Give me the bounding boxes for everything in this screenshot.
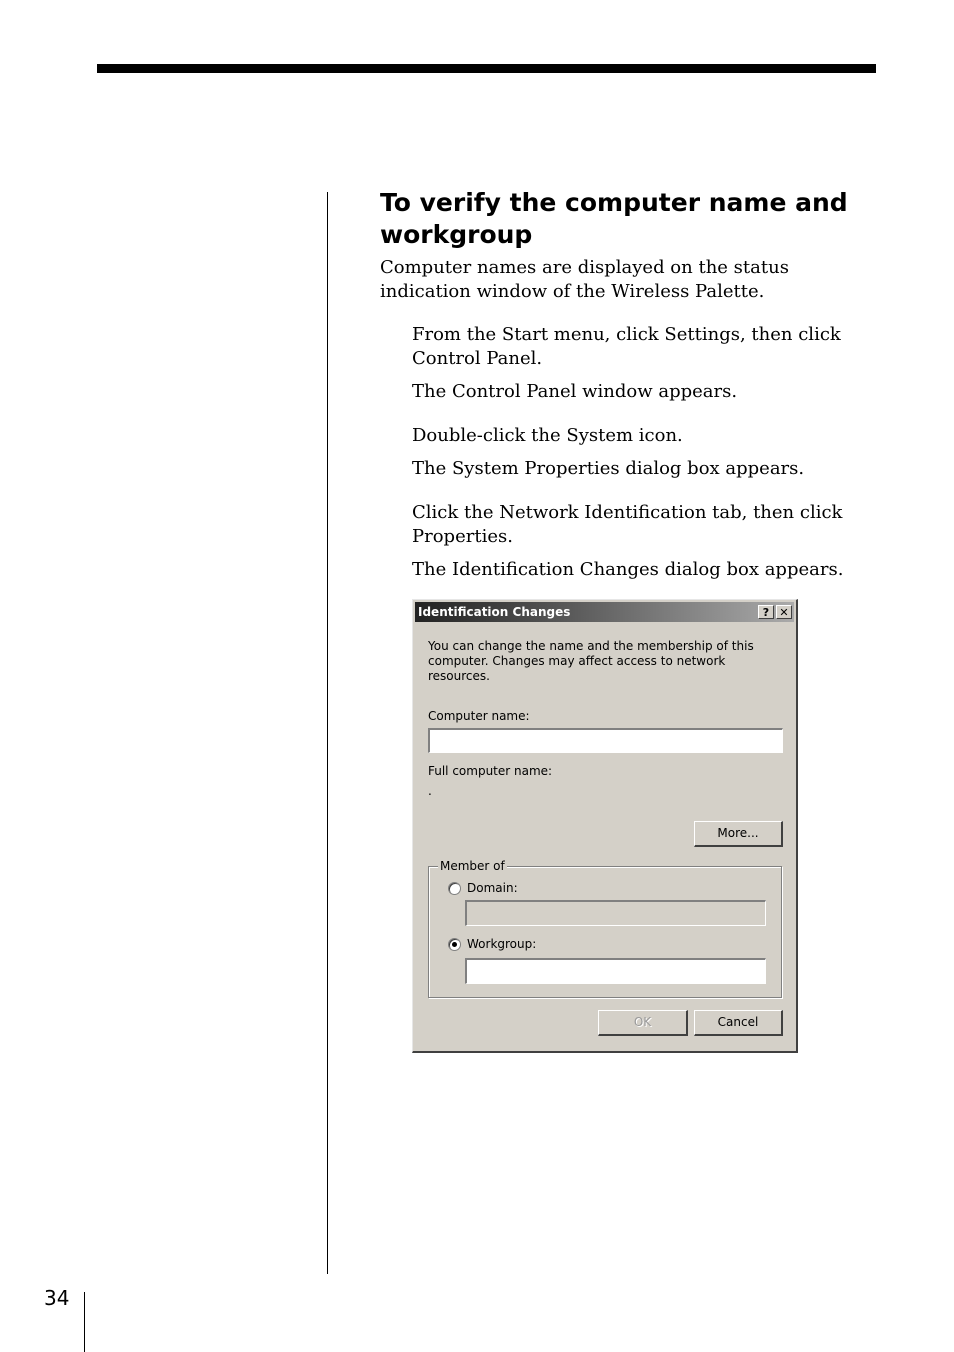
step-2-instruction: Double-click the System icon. — [412, 425, 683, 446]
workgroup-radio[interactable] — [448, 938, 461, 951]
step-1-result: The Control Panel window appears. — [412, 381, 738, 402]
computer-name-label: Computer name: — [428, 709, 530, 723]
step-1-instruction: From the Start menu, click Settings, then click Control Panel. — [412, 324, 841, 369]
page-number-divider — [84, 1292, 85, 1352]
member-of-label: Member of — [440, 859, 505, 873]
computer-name-input[interactable] — [428, 728, 783, 753]
domain-input[interactable] — [465, 900, 766, 926]
workgroup-input[interactable] — [465, 958, 766, 984]
section-heading: To verify the computer name and workgroup — [380, 188, 848, 249]
step-2-result: The System Properties dialog box appears. — [412, 458, 805, 479]
radio-selected-dot — [452, 942, 457, 947]
dialog-description: You can change the name and the membership of this computer. Changes may affect access to network resources. — [428, 639, 754, 683]
close-button[interactable]: ✕ — [776, 605, 792, 619]
more-button[interactable]: More... — [694, 821, 783, 847]
page-number: 34 — [44, 1286, 70, 1310]
dialog-title: Identification Changes — [418, 605, 571, 619]
step-3-instruction: Click the Network Identification tab, then click Properties. — [412, 502, 843, 547]
column-divider — [327, 192, 328, 1274]
intro-paragraph: Computer names are displayed on the status indication window of the Wireless Palette. — [380, 257, 789, 302]
full-computer-name-label: Full computer name: — [428, 764, 553, 778]
domain-radio[interactable] — [448, 882, 461, 895]
dialog-titlebar[interactable] — [415, 602, 794, 622]
full-computer-name-value: . — [428, 784, 432, 798]
ok-button[interactable]: OK — [598, 1010, 688, 1036]
step-3-result: The Identification Changes dialog box appears. — [412, 559, 844, 580]
top-rule — [97, 64, 876, 73]
workgroup-label: Workgroup: — [467, 937, 537, 951]
domain-label: Domain: — [467, 881, 518, 895]
identification-changes-dialog — [412, 599, 798, 1053]
cancel-button[interactable]: Cancel — [694, 1010, 783, 1036]
help-button[interactable]: ? — [758, 605, 774, 619]
